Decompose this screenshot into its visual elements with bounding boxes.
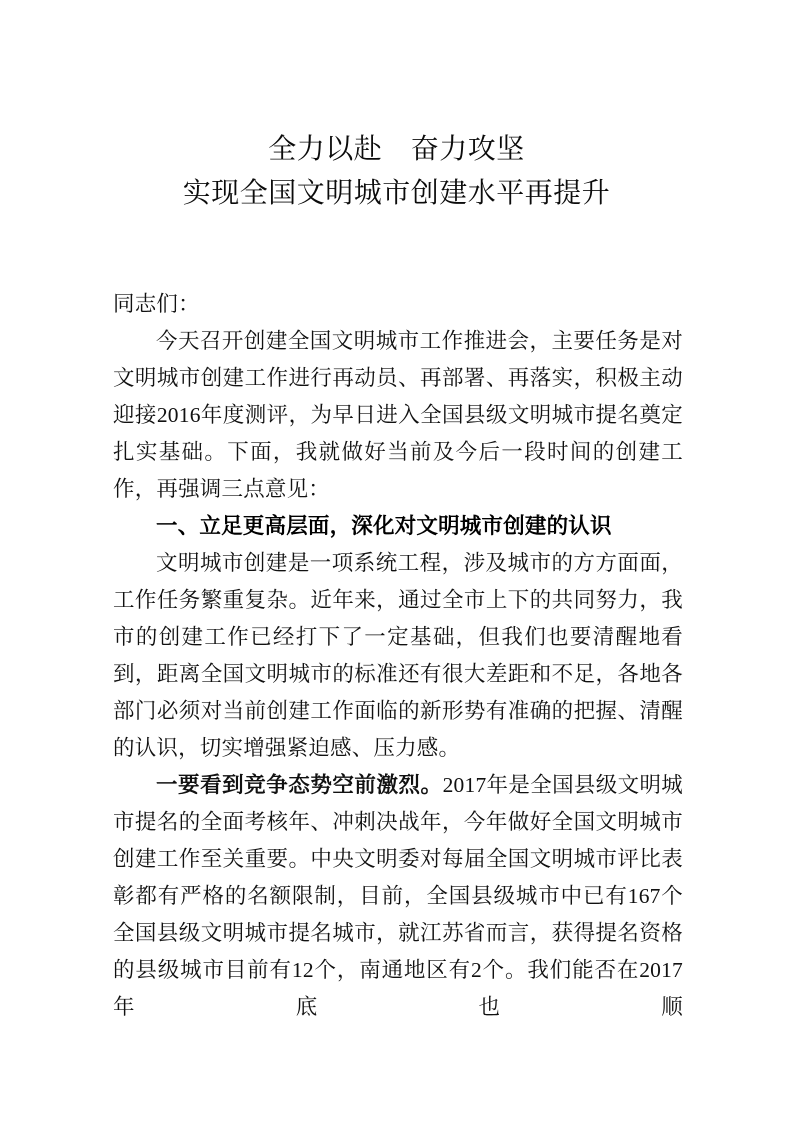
document-title (0, 128, 793, 216)
title-line-1: 全力以赴 奋力攻坚 (268, 134, 525, 165)
title-line-2: 实现全国文明城市创建水平再提升 (182, 178, 611, 209)
paragraph-3-body: 2017年是全国县级文明城市提名的全面考核年、冲刺决战年，今年做好全国文明城市创建工作至关重要。中央文明委对每届全国文明城市评比表彰都有严格的名额限制，目前，全国县级城市中已有167个全国县级文明城市提名城市，就江苏省而言，获得提名资格的县级城市目前有12个，南通地区有2个。我们能否在2017年底也顺 (113, 773, 683, 1019)
salutation: 同志们： (113, 292, 200, 316)
paragraph-3 (113, 767, 683, 1026)
paragraph-1: 今天召开创建全国文明城市工作推进会，主要任务是对文明城市创建工作进行再动员、再部署、再落实，积极主动迎接2016年度测评，为早日进入全国县级文明城市提名奠定扎实基础。下面，我就做好当前及今后一段时间的创建工作，再强调三点意见： (113, 329, 683, 501)
section-heading-1: 一、立足更高层面，深化对文明城市创建的认识 (156, 514, 612, 538)
paragraph-2: 文明城市创建是一项系统工程，涉及城市的方方面面，工作任务繁重复杂。近年来，通过全市上下的共同努力，我市的创建工作已经打下了一定基础，但我们也要清醒地看到，距离全国文明城市的标准还有很大差距和不足，各地各部门必须对当前创建工作面临的新形势有准确的把握、清醒的认识，切实增强紧迫感、压力感。 (113, 551, 683, 760)
document-body (113, 286, 683, 1026)
paragraph-3-lead-in: 一要看到竞争态势空前激烈。 (156, 773, 443, 797)
